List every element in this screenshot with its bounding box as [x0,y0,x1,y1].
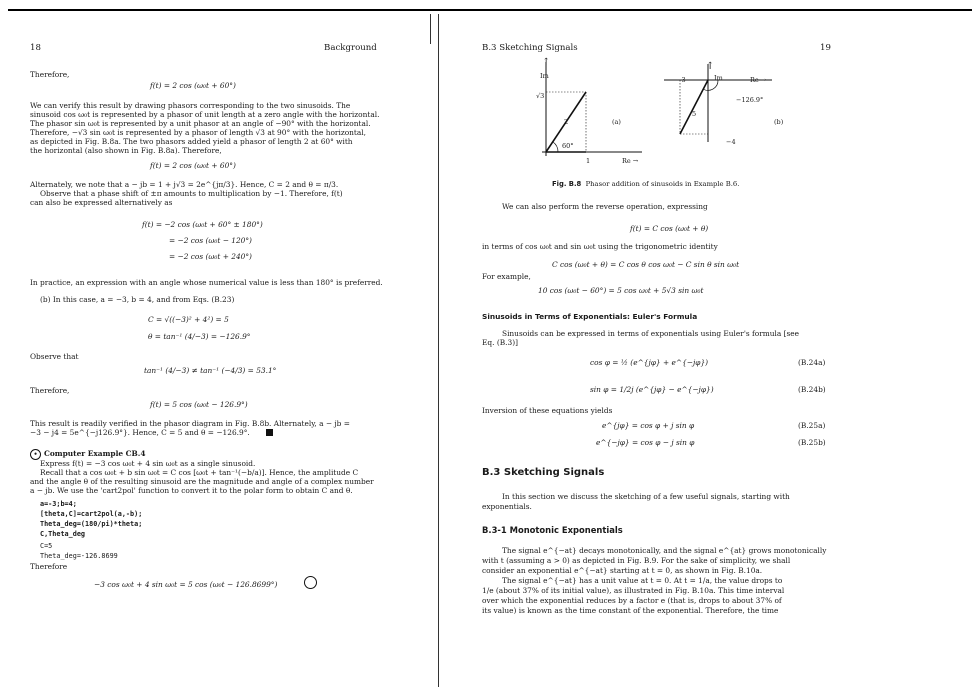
para-line: as depicted in Fig. B.8a. The two phasors added yield a phasor of length 2 at 60° with [30,137,353,146]
equation: = −2 cos (ω₀t + 240°) [169,252,252,261]
equation: cos φ = ½ (e^{jφ} + e^{−jφ}) [590,358,709,367]
fig-label-im: Im [714,74,723,82]
equation: C = √((−3)² + 4²) = 5 [148,315,229,324]
para-line: We can verify this result by drawing phasors corresponding to the two sinusoids. The [30,101,351,110]
equation: 10 cos (ω₀t − 60°) = 5 cos ω₀t + 5√3 sin ω₀t [538,286,704,295]
end-example-icon [304,576,317,592]
therefore-text: Therefore, [30,386,70,395]
fig-label-minus4: −4 [726,138,736,146]
para-line: its value) is known as the time constant of the exponential. Therefore, the time [482,606,779,615]
equation: −3 cos ω₀t + 4 sin ω₀t = 5 cos (ω₀t − 126.8699°) [94,580,278,589]
para-line: a − jb. We use the 'cart2pol' function to convert it to the polar form to obtain C and θ. [30,486,353,495]
running-head: Background [324,43,377,53]
para-line: The phasor sin ω₀t is represented by a unit phasor at an angle of −90° with the horizontal. [30,119,371,128]
code-line: [theta,C]=cart2pol(a,-b); [40,510,143,518]
phasor-diagram-a [542,62,642,156]
equation-number: (B.25a) [798,421,826,430]
equation-number: (B.24a) [798,358,826,367]
page-number: 19 [820,43,831,53]
up-arrow-icon: ↑ [706,61,715,72]
para-line: We can also perform the reverse operation, expressing [502,202,708,211]
para-line: in terms of cos ω₀t and sin ω₀t using the trigonometric identity [482,242,718,251]
running-head: B.3 Sketching Signals [482,43,578,53]
para-line: −3 − j4 = 5e^{−j126.9°}. Hence, C = 5 and θ = −126.9°. [30,428,250,437]
code-output: C=5 [40,542,53,550]
therefore-text: Therefore [30,562,68,571]
para-line: and the angle θ of the resulting sinusoid are the magnitude and angle of a complex number [30,477,374,486]
fig-label-im: Im [540,72,549,80]
para-line: Inversion of these equations yields [482,406,613,415]
gutter-mark [430,14,431,44]
page-gutter [438,14,439,687]
equation: = −2 cos (ω₀t − 120°) [169,236,252,245]
part-b: (b) In this case, a = −3, b = 4, and from Eqs. (B.23) [40,295,235,304]
therefore-text: Therefore, [30,70,70,79]
para-line: exponentials. [482,502,532,511]
para-line: Therefore, −√3 sin ω₀t is represented by a phasor of length √3 at 90° with the horizontal, [30,128,367,137]
equation: f(t) = 2 cos (ω₀t + 60°) [150,81,236,90]
code-line: C,Theta_deg [40,530,86,538]
para-line: In practice, an expression with an angle whose numerical value is less than 180° is preferred. [30,278,383,287]
para-line: Observe that a phase shift of ±π amounts to multiplication by −1. Therefore, f(t) [40,189,343,198]
end-of-proof-square [266,429,273,439]
equation: e^{jφ} = cos φ + j sin φ [602,421,695,430]
para-line: Express f(t) = −3 cos ω₀t + 4 sin ω₀t as a single sinusoid. [40,459,256,468]
euler-heading: Sinusoids in Terms of Exponentials: Euler's Formula [482,312,698,321]
fig-label-sqrt3: √3 [536,92,545,100]
equation: θ = tan⁻¹ (4/−3) = −126.9° [148,332,251,341]
up-arrow-icon: ↑ [542,57,551,68]
fig-label-1: 1 [586,157,591,165]
fig-label-re: Re → [750,76,767,84]
top-rule [8,9,972,11]
para-line: The signal e^{−at} has a unit value at t = 0. At t = 1/a, the value drops to [502,576,783,585]
fig-label-2: 2 [564,118,569,126]
fig-label-a: (a) [612,118,621,126]
equation: sin φ = 1/2j (e^{jφ} − e^{−jφ}) [590,385,714,394]
code-line: Theta_deg=(180/pi)*theta; [40,520,143,528]
figure-caption: Fig. B.8 Phasor addition of sinusoids in Example B.6. [552,180,740,188]
equation: f(t) = 5 cos (ω₀t − 126.9°) [150,400,248,409]
subsection-heading: B.3-1 Monotonic Exponentials [482,525,623,535]
para-line: Alternately, we note that a − jb = 1 + j√3 = 2e^{jπ/3}. Hence, C = 2 and θ = π/3. [30,180,339,189]
fig-label-minus3: −3 [676,76,686,84]
para-line: The signal e^{−at} decays monotonically, and the signal e^{at} grows monotonically [502,546,827,555]
code-line: a=-3;b=4; [40,500,77,508]
fig-label-60: 60° [562,142,574,150]
fig-label-5: 5 [692,110,697,118]
fig-label-b: (b) [774,118,784,126]
para-line: Sinusoids can be expressed in terms of exponentials using Euler's formula [see [502,329,800,338]
para-line: over which the exponential reduces by a factor e (that is, drops to about 37% of [482,596,782,605]
para-line: with t (assuming a > 0) as depicted in Fig. B.9. For the sake of simplicity, we shall [482,556,791,565]
para-line: can also be expressed alternatively as [30,198,173,207]
equation: e^{−jφ} = cos φ − j sin φ [596,438,695,447]
para-line: the horizontal (also shown in Fig. B.8a). Therefore, [30,146,222,155]
computer-example-heading: • Computer Example CB.4 [30,449,146,460]
para-line: Eq. (B.3)] [482,338,518,347]
equation: f(t) = −2 cos (ω₀t + 60° ± 180°) [142,220,263,229]
for-example-text: For example, [482,272,531,281]
equation-number: (B.24b) [798,385,826,394]
equation-number: (B.25b) [798,438,826,447]
para-line: This result is readily verified in the phasor diagram in Fig. B.8b. Alternately, a − jb = [30,419,350,428]
equation: f(t) = C cos (ω₀t + θ) [630,224,709,233]
fig-label-angle-b: −126.9° [736,96,764,104]
para-line: Recall that a cos ω₀t + b sin ω₀t = C cos [ω₀t + tan⁻¹(−b/a)]. Hence, the amplitude C [40,468,359,477]
computer-example-icon: • [30,449,41,460]
para-line: sinusoid cos ω₀t is represented by a phasor of unit length at a zero angle with the horizontal. [30,110,380,119]
equation: C cos (ω₀t + θ) = C cos θ cos ω₀t − C sin θ sin ω₀t [552,260,740,269]
section-heading: B.3 Sketching Signals [482,467,605,478]
fig-label-re: Re → [622,157,639,165]
equation: tan⁻¹ (4/−3) ≠ tan⁻¹ (−4/3) = 53.1° [144,366,277,375]
code-output: Theta_deg=-126.8699 [40,552,118,560]
para-line: consider an exponential e^{−at} starting at t = 0, as shown in Fig. B.10a. [482,566,763,575]
observe-text: Observe that [30,352,79,361]
figure-b8 [522,52,822,178]
para-line: In this section we discuss the sketching of a few useful signals, starting with [502,492,790,501]
equation: f(t) = 2 cos (ω₀t + 60°) [150,161,236,170]
page-number: 18 [30,43,41,53]
para-line: 1/e (about 37% of its initial value), as illustrated in Fig. B.10a. This time interval [482,586,785,595]
